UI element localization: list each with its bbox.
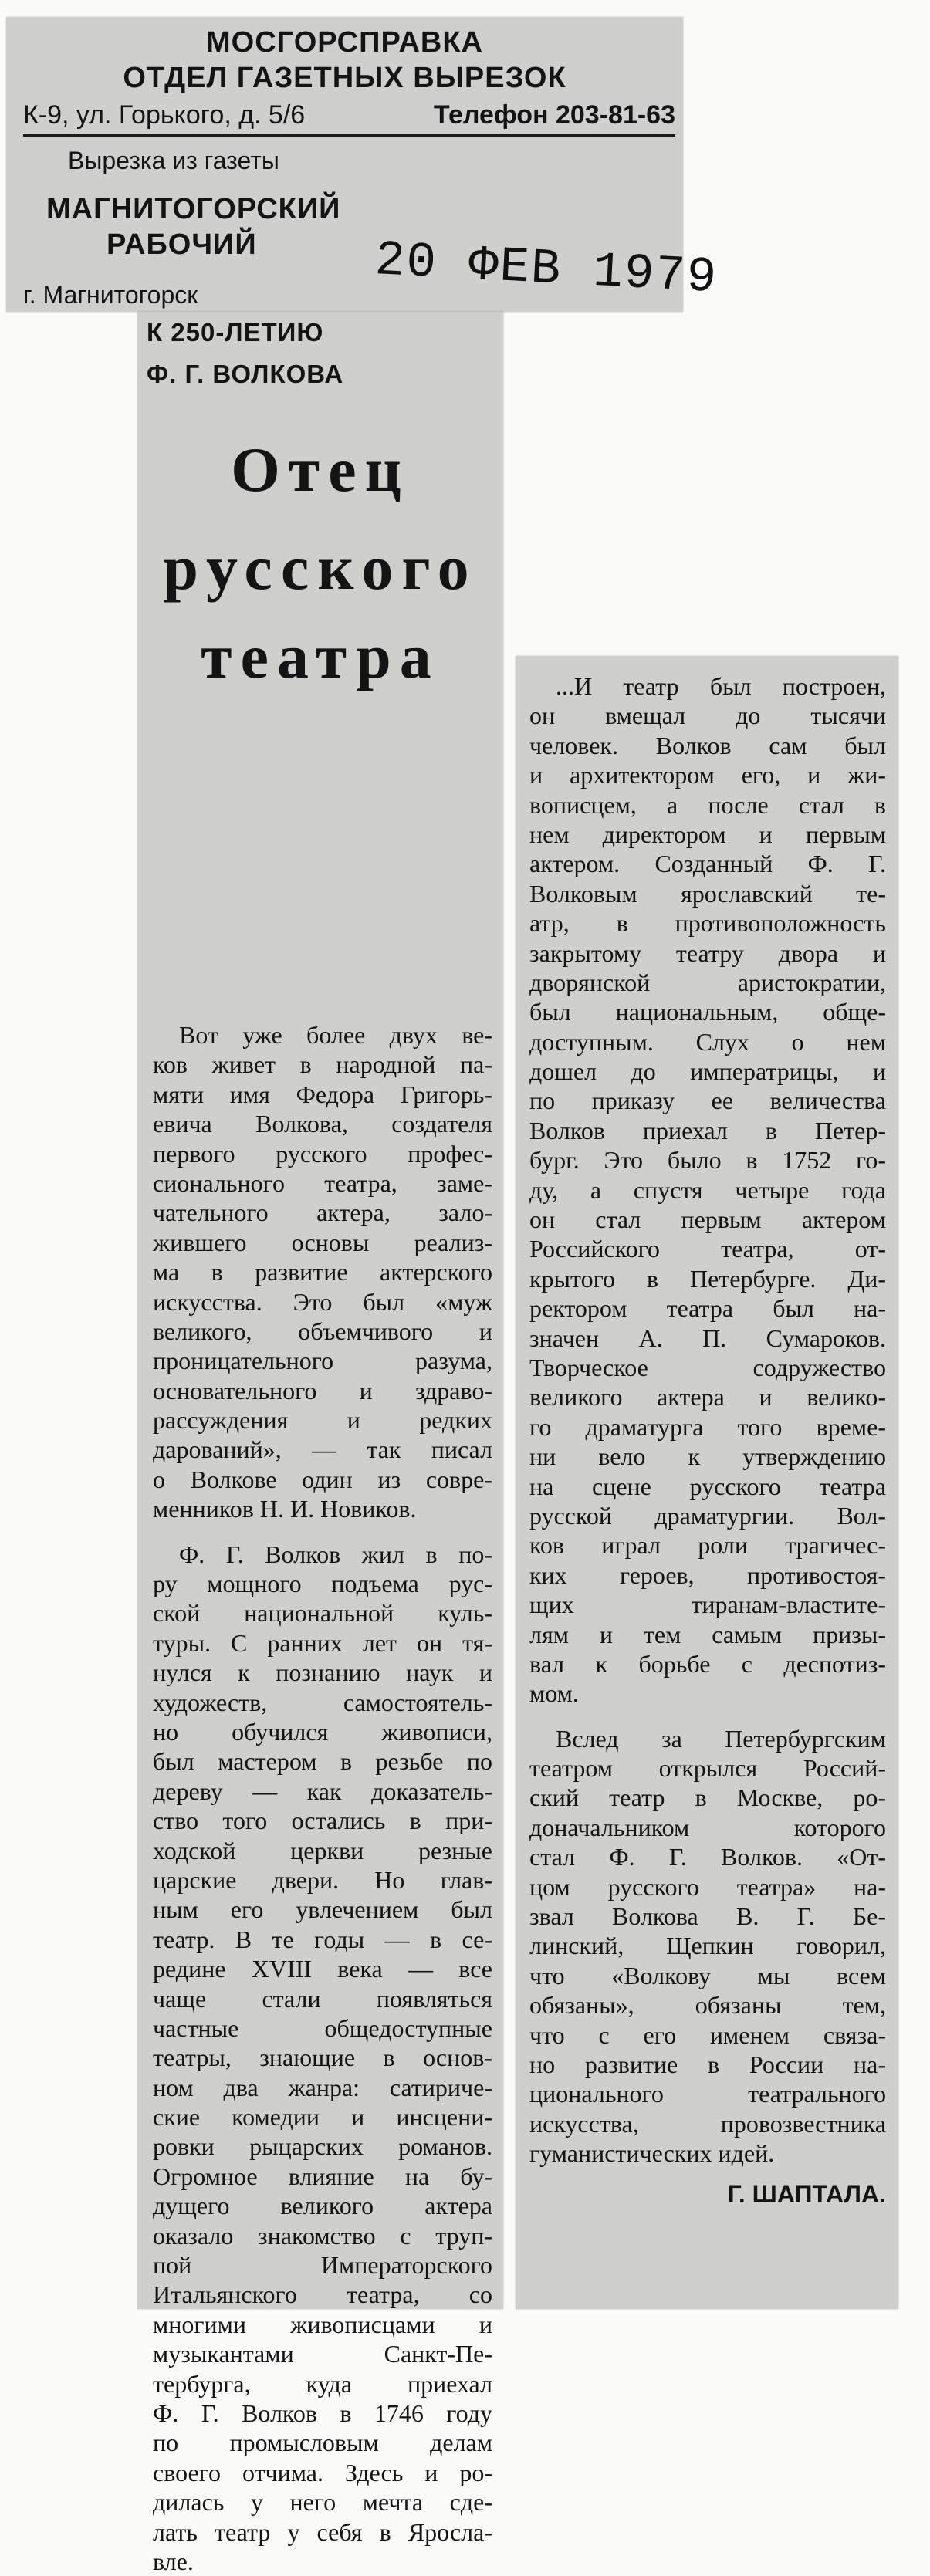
text-line: дарований», — так писал <box>153 1435 492 1464</box>
clipping-bureau-stamp <box>6 17 719 312</box>
text-line: гуманистических идей. <box>529 2139 775 2168</box>
text-line: мом. <box>529 1679 579 1708</box>
text-line: значен А. П. Сумароков. <box>529 1323 886 1352</box>
text-line: искусства, провозвестника <box>529 2109 886 2138</box>
text-line: доступным. Слух о нем <box>529 1027 886 1056</box>
text-line: о Волкове один из совре- <box>153 1465 492 1493</box>
date-stamp: 20 ФЕВ 1979 <box>374 233 719 307</box>
text-line: дущего великого актера <box>153 2192 492 2220</box>
text-line: Волков приехал в Петер- <box>529 1116 886 1144</box>
text-line: Огромное влияние на бу- <box>153 2162 492 2190</box>
text-line: цом русского театра» на- <box>529 1872 886 1901</box>
text-line: театр. В те годы — в се- <box>153 1925 492 1953</box>
text-line: и архитектором его, и жи- <box>529 761 886 789</box>
text-line <box>153 1524 492 1540</box>
text-line: доначальником которого <box>529 1813 886 1841</box>
kicker-line-1: К 250-ЛЕТИЮ <box>147 318 324 347</box>
article-text-right <box>529 671 886 2209</box>
headline-line-2: русского <box>163 532 478 603</box>
newspaper-name-line2: РАБОЧИЙ <box>107 228 257 261</box>
text-line: театром открылся Россий- <box>529 1754 886 1783</box>
text-line: звал Волкова В. Г. Бе- <box>529 1902 886 1931</box>
text-line: стал Ф. Г. Волков. «От- <box>529 1843 886 1871</box>
text-line: дошел до императрицы, и <box>529 1057 886 1086</box>
text-line: ков живет в народной па- <box>153 1050 492 1079</box>
text-line: Итальянского театра, со <box>153 2280 492 2309</box>
article-column-left <box>137 312 503 2575</box>
text-line: дилась у него мечта сде- <box>153 2488 492 2517</box>
text-line: го драматурга того време- <box>529 1412 886 1441</box>
text-line: лать театр у себя в Яросла- <box>153 2517 492 2546</box>
text-line: по промысловым делам <box>153 2429 492 2457</box>
text-line: ру мощного подъема рус- <box>153 1570 492 1598</box>
text-line: искусства. Это был «муж <box>153 1287 492 1316</box>
text-line: проницательного разума, <box>153 1347 492 1375</box>
text-line: но обучился живописи, <box>153 1717 492 1746</box>
text-line: Вслед за Петербургским <box>556 1724 886 1753</box>
text-line: Ф. Г. Волков в 1746 году <box>153 2399 492 2427</box>
text-line: ство того остались в при- <box>153 1807 492 1835</box>
text-line: театры, знающие в основ- <box>153 2044 492 2072</box>
text-line: нулся к познанию наук и <box>153 1658 492 1687</box>
text-line: ректором театра был на- <box>529 1294 886 1323</box>
text-line: великого, объемчивого и <box>153 1317 492 1345</box>
text-line: вал к борьбе с деспотиз- <box>529 1649 886 1678</box>
headline-line-3: театра <box>201 621 440 691</box>
text-line: лям и тем самым призы- <box>529 1620 886 1648</box>
text-line: ционального театрального <box>529 2080 886 2108</box>
text-line: музыкантами Санкт-Пе- <box>153 2340 492 2368</box>
text-line: рассуждения и редких <box>153 1406 492 1435</box>
text-line: художеств, самостоятель- <box>153 1688 492 1716</box>
newspaper-city: г. Магнитогорск <box>23 281 198 309</box>
text-line: человек. Волков сам был <box>529 731 886 759</box>
text-line: ном два жанра: сатириче- <box>153 2073 492 2101</box>
text-line: ма в развитие актерского <box>153 1258 492 1286</box>
text-line: Ф. Г. Волков жил в по- <box>179 1540 492 1568</box>
text-line: ни вело к утверждению <box>529 1442 886 1471</box>
text-line: дворянской аристократии, <box>529 968 886 996</box>
text-line: частные общедоступные <box>153 2013 492 2042</box>
text-line: атр, в противоположность <box>529 909 886 938</box>
text-line: линский, Щепкин говорил, <box>529 1932 886 1960</box>
text-line: обязаны», обязаны тем, <box>529 1991 886 2020</box>
headline-line-1: Отец <box>231 434 410 505</box>
text-line: актером. Созданный Ф. Г. <box>529 850 886 878</box>
text-line: ходской церкви резные <box>153 1836 492 1864</box>
text-line: ков играл роли трагичес- <box>529 1531 886 1560</box>
article-column-right <box>516 656 898 2309</box>
text-line: был национальным, обще- <box>529 998 886 1026</box>
text-line: он стал первым актером <box>529 1205 886 1234</box>
author-signature: Г. ШАПТАЛА. <box>727 2179 886 2208</box>
text-line: крытого в Петербурге. Ди- <box>529 1264 886 1293</box>
text-line: жившего основы реализ- <box>153 1228 492 1256</box>
bureau-address: К-9, ул. Горького, д. 5/6 <box>23 100 306 130</box>
text-line: Волковым ярославский те- <box>529 879 886 908</box>
text-line: нем директором и первым <box>529 820 886 848</box>
text-line: вописцем, а после стал в <box>529 790 886 819</box>
text-line: что «Волкову мы всем <box>529 1961 886 1989</box>
text-line: Творческое содружество <box>529 1353 886 1381</box>
text-line: ...И театр был построен, <box>556 672 886 700</box>
text-line: ской национальной куль- <box>153 1599 492 1628</box>
bureau-name: МОСГОРСПРАВКА <box>206 26 483 59</box>
text-line: был мастером в резьбе по <box>153 1747 492 1776</box>
text-line: своего отчима. Здесь и ро- <box>153 2458 492 2486</box>
text-line: бург. Это было в 1752 го- <box>529 1146 886 1175</box>
text-line: оказало знакомство с труп- <box>153 2221 492 2250</box>
text-line: тербурга, куда приехал <box>153 2369 492 2398</box>
stamp-divider <box>23 134 675 137</box>
text-line: пой Императорского <box>153 2251 492 2280</box>
text-line: но развитие в России на- <box>529 2050 886 2078</box>
text-line: евича Волкова, создателя <box>153 1110 492 1138</box>
bureau-department: ОТДЕЛ ГАЗЕТНЫХ ВЫРЕЗОК <box>123 62 566 94</box>
text-line: что с его именем связа- <box>529 2020 886 2049</box>
text-line: русской драматургии. Вол- <box>529 1501 886 1530</box>
text-line: основательного и здраво- <box>153 1376 492 1405</box>
text-line: менников Н. И. Новиков. <box>153 1495 417 1523</box>
bureau-phone: Телефон 203-81-63 <box>433 100 675 130</box>
text-line: ких героев, противостоя- <box>529 1560 886 1589</box>
article-text-left <box>153 1020 492 2576</box>
text-line: чаще стали появляться <box>153 1984 492 2013</box>
text-line: Вот уже более двух ве- <box>179 1021 492 1049</box>
text-line: мяти имя Федора Григорь- <box>153 1080 492 1108</box>
newspaper-name-line1: МАГНИТОГОРСКИЙ <box>46 193 341 225</box>
text-line: первого русского профес- <box>153 1139 492 1168</box>
text-line: ным его увлечением был <box>153 1895 492 1924</box>
text-line: закрытому театру двора и <box>529 938 886 967</box>
text-line: он вмещал до тысячи <box>529 701 886 730</box>
text-line: сионального театра, заме- <box>153 1168 492 1197</box>
cut-from-label: Вырезка из газеты <box>68 147 279 174</box>
text-line: вле. <box>153 2547 194 2575</box>
text-line: царские двери. Но глав- <box>153 1865 492 1894</box>
text-line: ские комедии и инсцени- <box>153 2103 492 2131</box>
text-line: великого актера и велико- <box>529 1383 886 1411</box>
text-line: на сцене русского театра <box>529 1472 886 1500</box>
text-line <box>529 1709 886 1724</box>
text-line: по приказу ее величества <box>529 1087 886 1115</box>
text-line: чательного актера, зало- <box>153 1198 492 1227</box>
text-line: дереву — как доказатель- <box>153 1776 492 1805</box>
text-line: щих тиранам-властите- <box>529 1591 886 1619</box>
text-line: ровки рыцарских романов. <box>153 2132 492 2161</box>
text-line: туры. С ранних лет он тя- <box>153 1628 492 1657</box>
text-line: многими живописцами и <box>153 2310 492 2338</box>
text-line: редине XVIII века — все <box>153 1955 492 1983</box>
text-line: ду, а спустя четыре года <box>529 1175 886 1204</box>
text-line: Российского театра, от- <box>529 1235 886 1263</box>
text-line: ский театр в Москве, ро- <box>529 1783 886 1812</box>
kicker-line-2: Ф. Г. ВОЛКОВА <box>147 360 344 388</box>
